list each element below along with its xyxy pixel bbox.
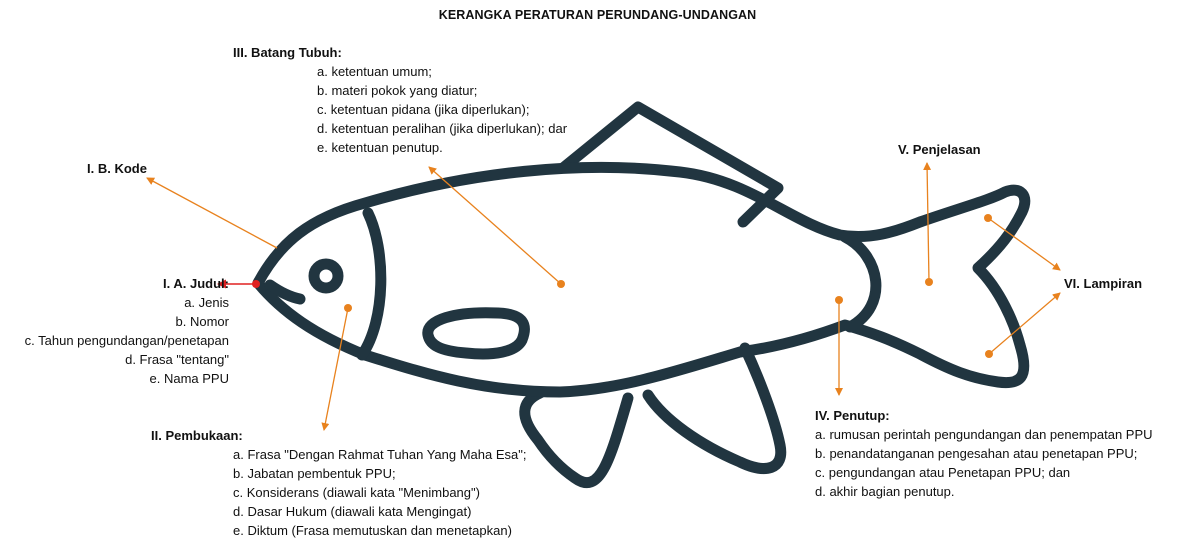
pelvic-fin-back (648, 348, 781, 469)
penutup-heading: IV. Penutup: (815, 408, 890, 423)
pectoral-fin (428, 313, 525, 354)
pembukaan-item: b. Jabatan pembentuk PPU; (233, 466, 396, 481)
judul-item: c. Tahun pengundangan/penetapan (24, 333, 229, 348)
pembukaan-item: c. Konsiderans (diawali kata "Menimbang") (233, 485, 480, 500)
batang-tubuh-item: e. ketentuan penutup. (317, 140, 443, 155)
penutup-item: c. pengundangan atau Penetapan PPU; dan (815, 465, 1071, 480)
dot-penjelasan (925, 278, 933, 286)
penutup-item: d. akhir bagian penutup. (815, 484, 955, 499)
pembukaan-item: e. Diktum (Frasa memutuskan dan menetapkan) (233, 523, 512, 538)
judul-item: a. Jenis (184, 295, 229, 310)
batang-tubuh-item: d. ketentuan peralihan (jika diperlukan); dar (317, 121, 568, 136)
lampiran-block (1064, 274, 1142, 293)
tail-joint (845, 237, 876, 327)
diagram-title: KERANGKA PERATURAN PERUNDANG-UNDANGAN (438, 8, 757, 22)
pembukaan-item: d. Dasar Hukum (diawali kata Mengingat) (233, 504, 472, 519)
judul-heading: I. A. Judul: (163, 276, 229, 291)
penutup-item: b. penandatanganan pengesahan atau penetapan PPU; (815, 446, 1138, 461)
judul-block (25, 274, 229, 388)
kode-heading: I. B. Kode (87, 161, 147, 176)
judul-item: d. Frasa "tentang" (125, 352, 229, 367)
batang-tubuh-item: a. ketentuan umum; (317, 64, 432, 79)
batang-tubuh-item: b. materi pokok yang diatur; (317, 83, 478, 98)
penutup-item: a. rumusan perintah pengundangan dan penempatan PPU (815, 427, 1153, 442)
arrow-pembukaan (324, 308, 348, 430)
batang-tubuh-block (233, 43, 567, 157)
arrow-kode (147, 178, 277, 248)
penjelasan-block (898, 140, 981, 159)
judul-item: e. Nama PPU (149, 371, 229, 386)
fish-eye (314, 264, 338, 288)
dot-pembukaan (344, 304, 352, 312)
dot-lampiran-bottom (985, 350, 993, 358)
dot-judul (252, 280, 260, 288)
pembukaan-item: a. Frasa "Dengan Rahmat Tuhan Yang Maha Esa"; (233, 447, 527, 462)
batang-tubuh-heading: III. Batang Tubuh: (233, 45, 342, 60)
dot-penutup (835, 296, 843, 304)
kode-block (87, 159, 147, 178)
penutup-block (815, 406, 1153, 501)
batang-tubuh-item: c. ketentuan pidana (jika diperlukan); (317, 102, 530, 117)
lampiran-heading: VI. Lampiran (1064, 276, 1143, 291)
fish-body (258, 167, 1025, 392)
judul-item: b. Nomor (175, 314, 229, 329)
gill-line (362, 213, 381, 355)
arrow-batang-tubuh (429, 167, 561, 284)
pembukaan-heading: II. Pembukaan: (151, 428, 243, 443)
pembukaan-block (151, 426, 526, 540)
dot-lampiran-top (984, 214, 992, 222)
pelvic-fin-front (525, 393, 628, 483)
penjelasan-heading: V. Penjelasan (898, 142, 981, 157)
dot-batang-tubuh (557, 280, 565, 288)
